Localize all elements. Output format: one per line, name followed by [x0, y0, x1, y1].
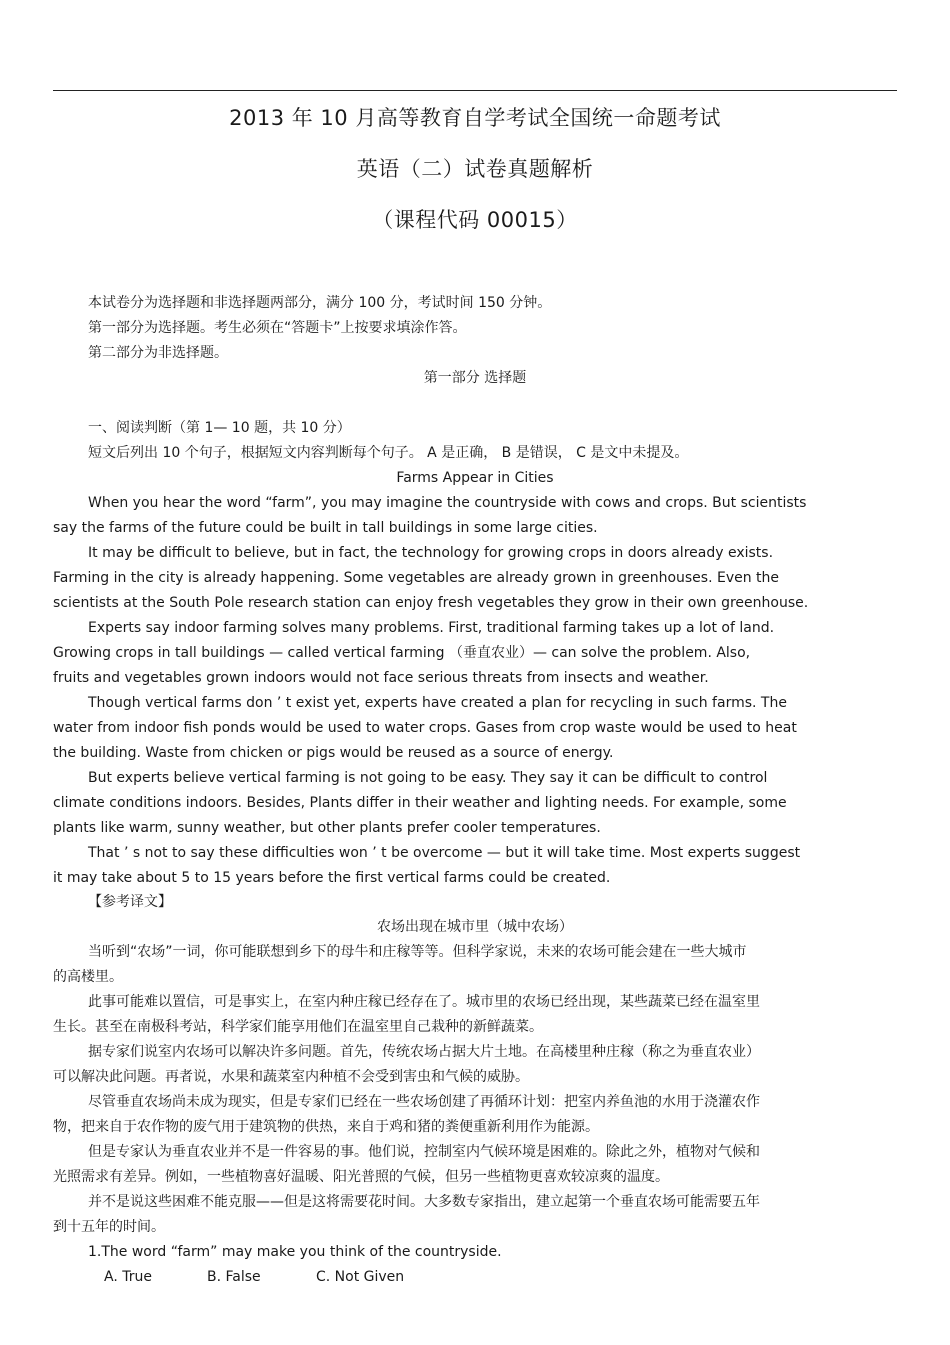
instruction-line: 第一部分为选择题。考生必须在“答题卡”上按要求填涂作答。 [88, 320, 467, 336]
passage-line: scientists at the South Pole research station can enjoy fresh vegetables they grow in their own greenhouse. [53, 595, 809, 611]
translation-line: 此事可能难以置信，可是事实上，在室内种庄稼已经存在了。城市里的农场已经出现，某些蔬菜已经在温室里 [88, 994, 760, 1010]
translation-line: 的高楼里。 [53, 969, 123, 985]
answer-option-b[interactable]: B. False [207, 1269, 261, 1285]
passage-line: Growing crops in tall buildings — called vertical farming （垂直农业）— can solve the problem. Also, [53, 645, 751, 661]
translation-line: 并不是说这些困难不能克服——但是这将需要花时间。大多数专家指出，建立起第一个垂直农场可能需要五年 [88, 1194, 760, 1210]
translation-line: 但是专家认为垂直农业并不是一件容易的事。他们说，控制室内气候环境是困难的。除此之外，植物对气候和 [88, 1144, 760, 1160]
course-code: （课程代码 00015） [372, 208, 578, 232]
instruction-line: 本试卷分为选择题和非选择题两部分，满分 100 分，考试时间 150 分钟。 [88, 295, 552, 311]
translation-line: 尽管垂直农场尚未成为现实，但是专家们已经在一些农场创建了再循环计划：把室内养鱼池的水用于浇灌农作 [88, 1094, 760, 1110]
passage-line: climate conditions indoors. Besides, Plants differ in their weather and lighting needs. For example, some [53, 795, 787, 811]
passage-line: Experts say indoor farming solves many problems. First, traditional farming takes up a lot of land. [88, 620, 775, 636]
translation-line: 当听到“农场”一词，你可能联想到乡下的母牛和庄稼等等。但科学家说，未来的农场可能会建在一些大城市 [88, 944, 747, 960]
passage-line: It may be difficult to believe, but in fact, the technology for growing crops in doors already exists. [88, 545, 774, 561]
passage-line: plants like warm, sunny weather, but other plants prefer cooler temperatures. [53, 820, 601, 836]
section-heading: 一、阅读判断（第 1— 10 题，共 10 分） [88, 420, 351, 436]
part-heading: 第一部分 选择题 [423, 370, 527, 386]
passage-title: Farms Appear in Cities [396, 470, 554, 486]
answer-option-a[interactable]: A. True [104, 1269, 152, 1285]
answer-option-c[interactable]: C. Not Given [316, 1269, 405, 1285]
top-rule [53, 90, 897, 91]
translation-line: 据专家们说室内农场可以解决许多问题。首先，传统农场占据大片土地。在高楼里种庄稼（称之为垂直农业） [88, 1044, 760, 1060]
translation-line: 到十五年的时间。 [53, 1219, 165, 1235]
passage-line: water from indoor fish ponds would be used to water crops. Gases from crop waste would be used to heat [53, 720, 797, 736]
passage-line: it may take about 5 to 15 years before the first vertical farms could be created. [53, 870, 611, 886]
passage-line: But experts believe vertical farming is not going to be easy. They say it can be difficult to control [88, 770, 768, 786]
passage-line: When you hear the word “farm”, you may imagine the countryside with cows and crops. But scientists [88, 495, 807, 511]
translation-line: 光照需求有差异。例如，一些植物喜好温暖、阳光普照的气候，但另一些植物更喜欢较凉爽的温度。 [53, 1169, 669, 1185]
passage-line: That ’ s not to say these difficulties won ’ t be overcome — but it will take time. Most experts suggest [88, 845, 801, 861]
translation-label: 【参考译文】 [88, 894, 172, 910]
translation-line: 生长。甚至在南极科考站，科学家们能享用他们在温室里自己栽种的新鲜蔬菜。 [53, 1019, 543, 1035]
passage-line: the building. Waste from chicken or pigs would be reused as a source of energy. [53, 745, 614, 761]
section-directions: 短文后列出 10 个句子，根据短文内容判断每个句子。 A 是正确， B 是错误， C 是文中未提及。 [88, 445, 689, 461]
question-text: 1.The word “farm” may make you think of the countryside. [88, 1244, 502, 1260]
passage-line: fruits and vegetables grown indoors would not face serious threats from insects and weather. [53, 670, 709, 686]
translation-line: 可以解决此问题。再者说，水果和蔬菜室内种植不会受到害虫和气候的威胁。 [53, 1069, 529, 1085]
passage-line: Farming in the city is already happening. Some vegetables are already grown in greenhouses. Even the [53, 570, 780, 586]
exam-title: 2013 年 10 月高等教育自学考试全国统一命题考试 [229, 106, 721, 130]
passage-line: say the farms of the future could be built in tall buildings in some large cities. [53, 520, 598, 536]
passage-line: Though vertical farms don ’ t exist yet, experts have created a plan for recycling in such farms. The [88, 695, 787, 711]
paper-subtitle: 英语（二）试卷真题解析 [356, 157, 594, 181]
instruction-line: 第二部分为非选择题。 [88, 345, 228, 361]
translation-line: 物，把来自于农作物的废气用于建筑物的供热，来自于鸡和猪的粪便重新利用作为能源。 [53, 1119, 599, 1135]
translation-title: 农场出现在城市里（城中农场） [377, 919, 573, 935]
